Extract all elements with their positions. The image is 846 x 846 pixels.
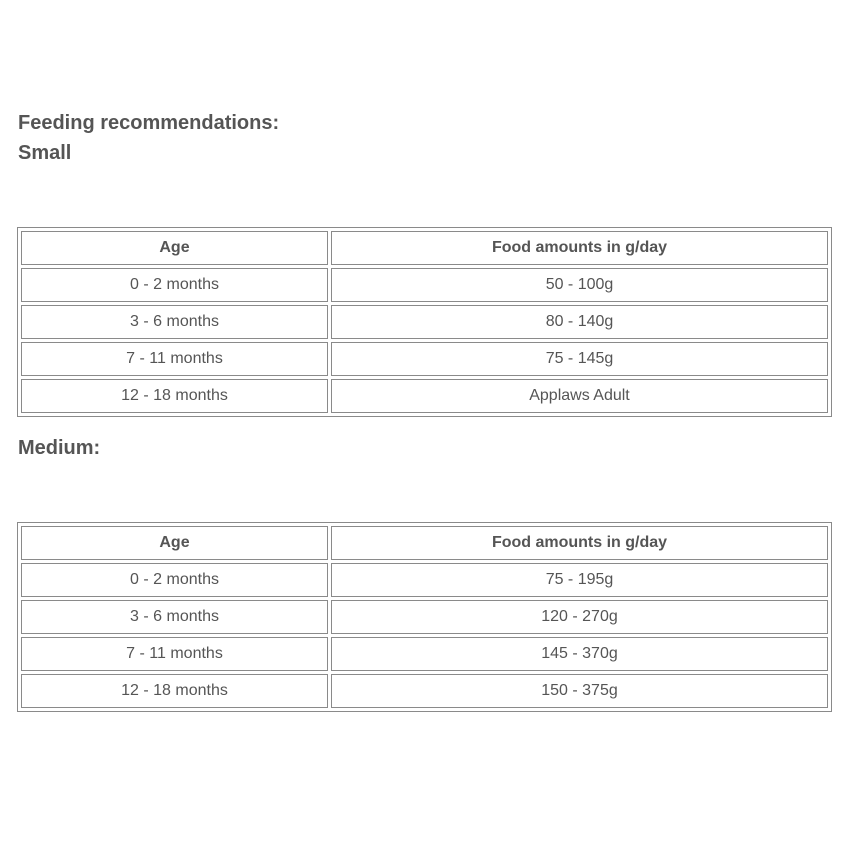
table-row: [21, 637, 828, 671]
age-cell: 3 - 6 months: [21, 305, 328, 339]
food-amount-cell: Applaws Adult: [331, 379, 828, 413]
table-header-row: [21, 526, 828, 560]
age-cell: 7 - 11 months: [21, 342, 328, 376]
section-heading-medium: Medium:: [18, 437, 101, 459]
age-cell: 0 - 2 months: [21, 563, 328, 597]
age-cell: 12 - 18 months: [21, 674, 328, 708]
table-row: [21, 379, 828, 413]
food-amount-cell: 145 - 370g: [331, 637, 828, 671]
table-header-row: [21, 231, 828, 265]
table-row: [21, 674, 828, 708]
page-title: Feeding recommendations:: [18, 112, 280, 134]
food-amount-cell: 75 - 195g: [331, 563, 828, 597]
table-row: [21, 563, 828, 597]
age-cell: 12 - 18 months: [21, 379, 328, 413]
column-header-age: Age: [21, 526, 328, 560]
section-heading-small: Small: [18, 142, 72, 164]
feeding-table-small: [17, 227, 832, 417]
food-amount-cell: 80 - 140g: [331, 305, 828, 339]
feeding-table-medium: [17, 522, 832, 712]
age-cell: 3 - 6 months: [21, 600, 328, 634]
table-row: [21, 268, 828, 302]
food-amount-cell: 120 - 270g: [331, 600, 828, 634]
table-row: [21, 600, 828, 634]
food-amount-cell: 150 - 375g: [331, 674, 828, 708]
table-row: [21, 305, 828, 339]
age-cell: 0 - 2 months: [21, 268, 328, 302]
column-header-food-amount: Food amounts in g/day: [331, 231, 828, 265]
table-row: [21, 342, 828, 376]
age-cell: 7 - 11 months: [21, 637, 328, 671]
food-amount-cell: 50 - 100g: [331, 268, 828, 302]
column-header-age: Age: [21, 231, 328, 265]
column-header-food-amount: Food amounts in g/day: [331, 526, 828, 560]
food-amount-cell: 75 - 145g: [331, 342, 828, 376]
